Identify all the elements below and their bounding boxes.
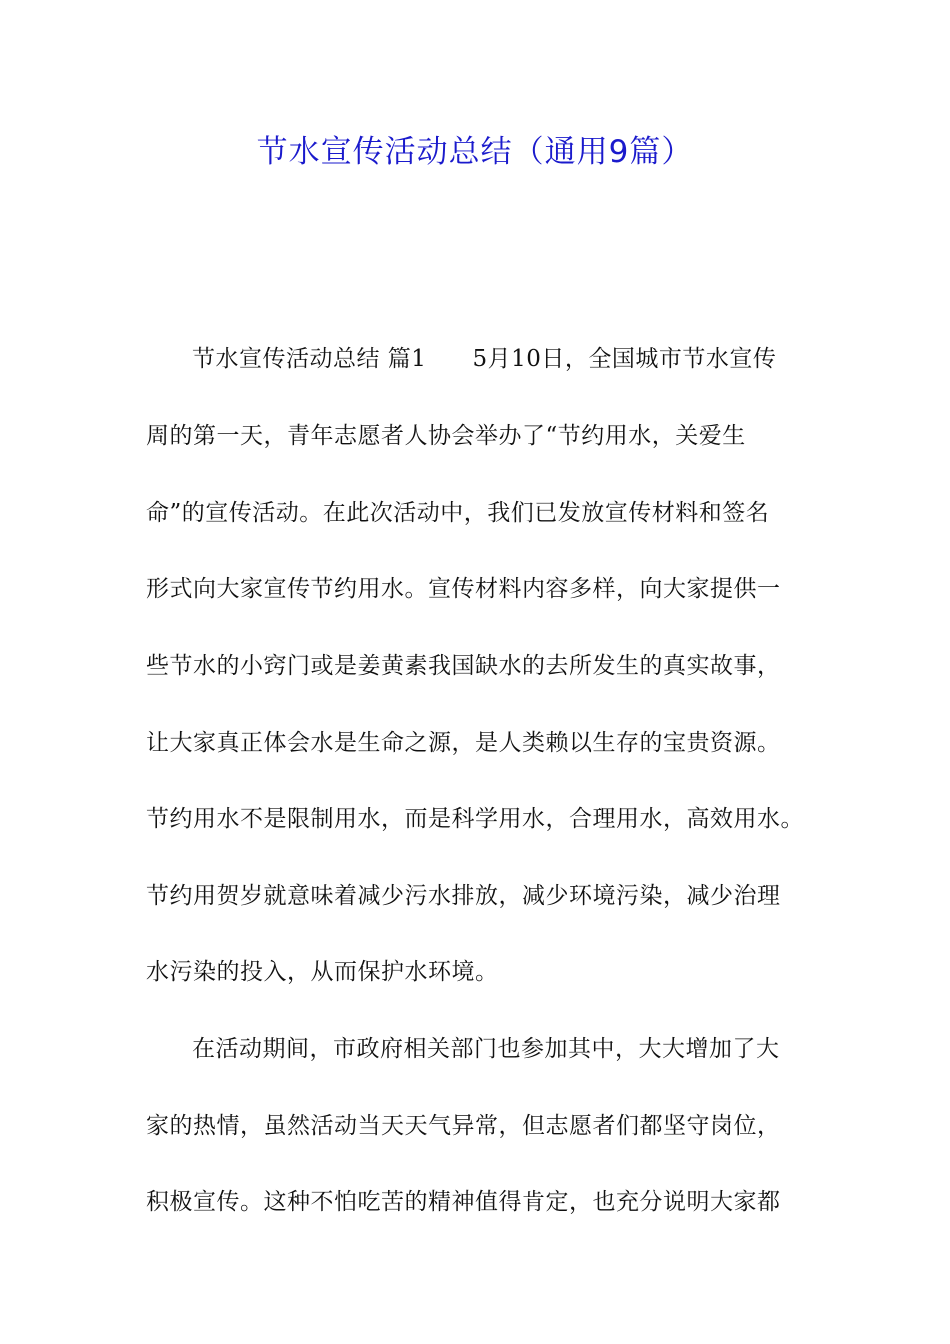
paragraph-line: 家的热情，虽然活动当天天气异常，但志愿者们都坚守岗位， <box>146 1113 781 1139</box>
section-heading: 节水宣传活动总结 篇1 <box>192 346 427 372</box>
paragraph-line <box>146 343 872 375</box>
paragraph-line: 命”的宣传活动。在此次活动中，我们已发放宣传材料和签名 <box>146 500 770 526</box>
document-title: 节水宣传活动总结（通用9篇） <box>256 134 694 170</box>
paragraph-line: 水污染的投入，从而保护水环境。 <box>146 959 499 985</box>
paragraph-line: 节约用水不是限制用水，而是科学用水，合理用水，高效用水。 <box>146 806 804 832</box>
paragraph-line: 形式向大家宣传节约用水。宣传材料内容多样，向大家提供一 <box>146 576 781 602</box>
paragraph-line: 些节水的小窍门或是姜黄素我国缺水的去所发生的真实故事， <box>146 653 781 679</box>
paragraph-line: 周的第一天，青年志愿者人协会举办了“节约用水，关爱生 <box>146 423 746 449</box>
paragraph-line: 积极宣传。这种不怕吃苦的精神值得肯定，也充分说明大家都 <box>146 1189 781 1215</box>
paragraph-line: 节约用贺岁就意味着减少污水排放，减少环境污染，减少治理 <box>146 883 781 909</box>
paragraph-line: 在活动期间，市政府相关部门也参加其中，大大增加了大 <box>192 1036 780 1062</box>
paragraph-text: 5月10日，全国城市节水宣传 <box>472 346 777 372</box>
paragraph-line: 让大家真正体会水是生命之源，是人类赖以生存的宝贵资源。 <box>146 730 781 756</box>
